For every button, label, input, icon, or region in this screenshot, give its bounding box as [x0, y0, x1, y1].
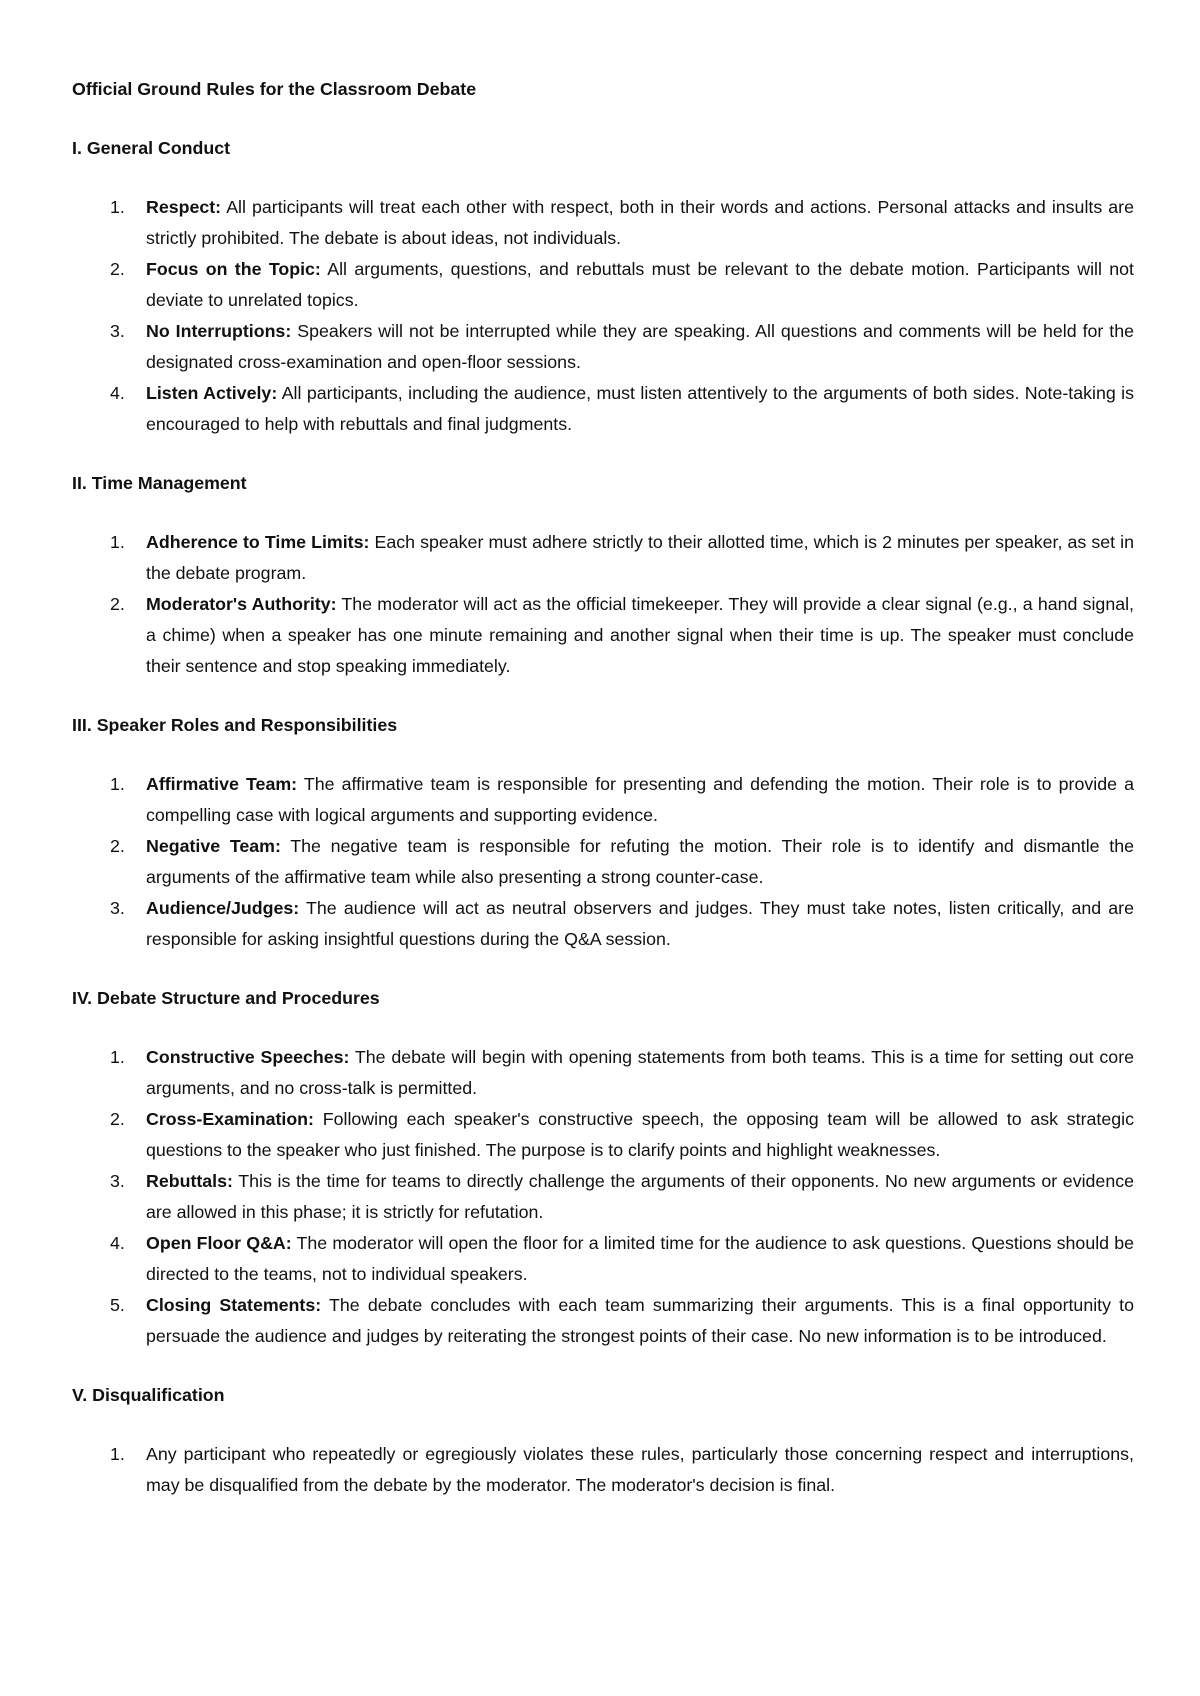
- rule-item: [72, 1166, 1134, 1228]
- rule-number: 1.: [110, 1444, 125, 1464]
- section-heading-general-conduct: I. General Conduct: [72, 138, 231, 158]
- rule-list-general-conduct: [72, 192, 1134, 440]
- rule-number: 5.: [110, 1295, 125, 1315]
- rule-term: Negative Team:: [146, 836, 281, 856]
- rule-term: Cross-Examination:: [146, 1109, 314, 1129]
- rule-text: The moderator will open the floor for a limited time for the audience to ask questions. Questions should be directed to the teams, not to individual speakers.: [146, 1233, 1134, 1284]
- rule-item: [72, 589, 1134, 682]
- rule-number: 2.: [110, 1109, 125, 1129]
- rule-term: Closing Statements:: [146, 1295, 322, 1315]
- rule-text: Following each speaker's constructive speech, the opposing team will be allowed to ask strategic questions to the speaker who just finished. The purpose is to clarify points and highlight weaknesses.: [146, 1109, 1134, 1160]
- rule-text: The debate will begin with opening statements from both teams. This is a time for setting out core arguments, and no cross-talk is permitted.: [146, 1047, 1135, 1098]
- rule-text: All participants will treat each other with respect, both in their words and actions. Personal attacks and insults are strictly prohibited. The debate is about ideas, not individuals.: [146, 197, 1134, 248]
- rule-text: The audience will act as neutral observers and judges. They must take notes, listen critically, and are responsible for asking insightful questions during the Q&A session.: [146, 898, 1134, 949]
- rule-number: 4.: [110, 383, 125, 403]
- rule-number: 1.: [110, 1047, 125, 1067]
- rule-item: [72, 831, 1134, 893]
- rule-item: [72, 316, 1134, 378]
- rule-list-disqualification: [72, 1439, 1134, 1501]
- rule-item: [72, 254, 1134, 316]
- section-heading-speaker-roles: III. Speaker Roles and Responsibilities: [72, 715, 398, 735]
- rule-number: 1.: [110, 774, 125, 794]
- rule-text: The affirmative team is responsible for presenting and defending the motion. Their role is to provide a compelling case with logical arguments and supporting evidence.: [146, 774, 1135, 825]
- rule-term: Audience/Judges:: [146, 898, 300, 918]
- rule-number: 2.: [110, 259, 125, 279]
- rule-term: Affirmative Team:: [146, 774, 298, 794]
- rule-number: 3.: [110, 321, 125, 341]
- rule-term: Open Floor Q&A:: [146, 1233, 292, 1253]
- rule-list-speaker-roles: [72, 769, 1134, 955]
- rule-number: 2.: [110, 594, 125, 614]
- section-heading-disqualification: V. Disqualification: [72, 1385, 225, 1405]
- rule-number: 3.: [110, 898, 125, 918]
- rule-item: [72, 527, 1134, 589]
- rule-term: Respect:: [146, 197, 222, 217]
- rule-text: The debate concludes with each team summarizing their arguments. This is a final opportunity to persuade the audience and judges by reiterating the strongest points of their case. No new information is to be introduced.: [146, 1295, 1134, 1346]
- rule-list-debate-structure: [72, 1042, 1134, 1352]
- rule-number: 1.: [110, 197, 125, 217]
- rule-term: Focus on the Topic:: [146, 259, 321, 279]
- rule-item: [72, 769, 1134, 831]
- rule-item: [72, 378, 1134, 440]
- rule-number: 4.: [110, 1233, 125, 1253]
- rule-text: This is the time for teams to directly challenge the arguments of their opponents. No new arguments or evidence are allowed in this phase; it is strictly for refutation.: [146, 1171, 1134, 1222]
- rule-term: Listen Actively:: [146, 383, 278, 403]
- rule-list-time-management: [72, 527, 1134, 682]
- rule-text: The negative team is responsible for refuting the motion. Their role is to identify and dismantle the arguments of the affirmative team while also presenting a strong counter-case.: [146, 836, 1134, 887]
- rule-text: Speakers will not be interrupted while they are speaking. All questions and comments will be held for the designated cross-examination and open-floor sessions.: [146, 321, 1134, 372]
- rule-item: [72, 1439, 1134, 1501]
- rule-item: [72, 1042, 1134, 1104]
- rule-term: Constructive Speeches:: [146, 1047, 350, 1067]
- rule-text: Each speaker must adhere strictly to their allotted time, which is 2 minutes per speaker, as set in the debate program.: [146, 532, 1134, 583]
- section-heading-time-management: II. Time Management: [72, 473, 247, 493]
- rule-text: Any participant who repeatedly or egregiously violates these rules, particularly those concerning respect and interruptions, may be disqualified from the debate by the moderator. The moderator's decision is final.: [146, 1444, 1134, 1495]
- rule-text: All participants, including the audience, must listen attentively to the arguments of both sides. Note-taking is encouraged to help with rebuttals and final judgments.: [146, 383, 1134, 434]
- rule-text: All arguments, questions, and rebuttals must be relevant to the debate motion. Participants will not deviate to unrelated topics.: [146, 259, 1135, 310]
- section-heading-debate-structure: IV. Debate Structure and Procedures: [72, 988, 380, 1008]
- rule-term: No Interruptions:: [146, 321, 292, 341]
- rule-item: [72, 1290, 1134, 1352]
- document-title: Official Ground Rules for the Classroom Debate: [72, 79, 477, 99]
- rule-text: The moderator will act as the official timekeeper. They will provide a clear signal (e.g., a hand signal, a chime) when a speaker has one minute remaining and another signal when their time is up. The speaker must conclude their sentence and stop speaking immediately.: [146, 594, 1134, 676]
- rule-term: Moderator's Authority:: [146, 594, 337, 614]
- rule-item: [72, 1228, 1134, 1290]
- rule-term: Adherence to Time Limits:: [146, 532, 370, 552]
- rule-number: 3.: [110, 1171, 125, 1191]
- rule-item: [72, 192, 1134, 254]
- document-page: [72, 62, 1134, 1501]
- rule-term: Rebuttals:: [146, 1171, 233, 1191]
- rule-number: 1.: [110, 532, 125, 552]
- rule-item: [72, 893, 1134, 955]
- rule-item: [72, 1104, 1134, 1166]
- rule-number: 2.: [110, 836, 125, 856]
